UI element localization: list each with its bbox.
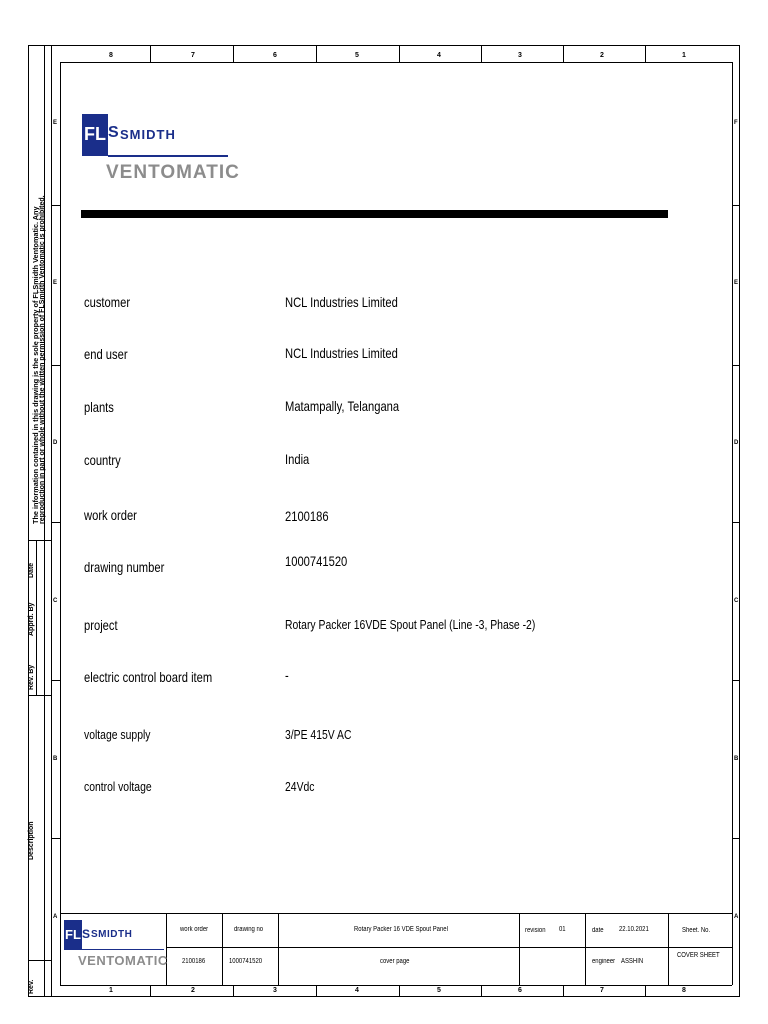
field-value-drawing-number: 1000741520 (285, 553, 348, 569)
row-letter: F (734, 120, 738, 126)
tb-logo-ventomatic: VENTOMATIC (78, 953, 168, 968)
logo-ventomatic: VENTOMATIC (106, 162, 240, 183)
row-letter: A (53, 914, 58, 920)
field-label-work-order: work order (84, 507, 137, 523)
col-number: 5 (355, 52, 359, 59)
col-number: 7 (600, 987, 604, 994)
tb-logo-smidth: SMIDTH (91, 929, 133, 940)
field-value-country: India (285, 451, 310, 467)
field-label-plants: plants (84, 399, 114, 415)
row-letter: B (734, 756, 739, 762)
col-number: 3 (273, 987, 277, 994)
tb-drawing-no-value: 1000741520 (229, 958, 263, 965)
field-label-project: project (84, 617, 118, 633)
col-number: 8 (682, 987, 686, 994)
field-label-end-user: end user (84, 346, 128, 362)
field-label-customer: customer (84, 294, 131, 310)
copyright-line: reproduction in part or whole without the written permission of FLSmidth Ventomatic is prohibited. (39, 195, 46, 524)
rev-date-header: Date (28, 562, 35, 578)
logo-fl-block (82, 114, 108, 156)
tb-work-order-label: work order (180, 926, 209, 933)
tb-engineer-value: ASSHIN (621, 958, 644, 965)
tb-logo-fl-block (64, 920, 82, 950)
col-number: 8 (109, 52, 113, 59)
col-number: 2 (600, 52, 604, 59)
tb-drawing-no-label: drawing no (234, 926, 264, 933)
rev-by-header: Rev. By (28, 664, 35, 690)
logo-rule (108, 155, 228, 157)
field-label-country: country (84, 452, 121, 468)
field-value-customer: NCL Industries Limited (285, 294, 398, 310)
row-letter: C (53, 598, 58, 604)
col-number: 7 (191, 52, 195, 59)
row-letter: E (53, 280, 58, 286)
field-value-plants: Matampally, Telangana (285, 398, 400, 414)
row-letter: B (53, 756, 58, 762)
tb-work-order-value: 2100186 (182, 958, 206, 965)
field-label-control-voltage: control voltage (84, 779, 152, 794)
header-divider-bar (81, 210, 668, 218)
field-value-electric-control-board-item: - (285, 667, 289, 683)
tb-logo-fl-text: FL (65, 927, 81, 942)
tb-date-label: date (592, 927, 604, 934)
col-number: 4 (355, 987, 359, 994)
tb-sheet-no-label: Sheet. No. (682, 927, 711, 934)
field-label-drawing-number: drawing number (84, 559, 165, 575)
tb-sheet-value: COVER SHEET (677, 952, 720, 959)
logo-smidth: SMIDTH (120, 127, 176, 142)
tb-logo-rule (82, 949, 164, 950)
tb-subtitle: cover page (380, 958, 410, 965)
logo-fl-text: FL (84, 124, 106, 144)
col-number: 1 (682, 52, 686, 59)
col-number: 1 (109, 987, 113, 994)
tb-logo-s: S (82, 927, 92, 941)
col-number: 6 (273, 52, 277, 59)
field-value-end-user: NCL Industries Limited (285, 345, 398, 361)
tb-revision-value: 01 (559, 926, 566, 933)
col-number: 2 (191, 987, 195, 994)
rev-header: Rev. (28, 979, 35, 994)
col-number: 6 (518, 987, 522, 994)
tb-revision-label: revision (525, 927, 546, 934)
field-value-project: Rotary Packer 16VDE Spout Panel (Line -3, Phase -2) (285, 617, 536, 632)
field-value-control-voltage: 24Vdc (285, 779, 315, 794)
field-label-voltage-supply: voltage supply (84, 727, 151, 742)
row-letter: D (53, 440, 58, 446)
copyright-line: The information contained in this drawing is the sole property of FLSmidth Ventomatic. Any (31, 206, 40, 524)
row-letter: D (734, 440, 739, 446)
col-number: 5 (437, 987, 441, 994)
rev-description-header: Description (28, 821, 35, 860)
row-letter: E (734, 280, 739, 286)
row-letter: C (734, 598, 739, 604)
tb-title: Rotary Packer 16 VDE Spout Panel (354, 926, 448, 933)
col-number: 4 (437, 52, 441, 59)
field-value-work-order: 2100186 (285, 508, 329, 524)
tb-engineer-label: engineer (592, 958, 616, 965)
field-value-voltage-supply: 3/PE 415V AC (285, 727, 352, 742)
row-letter: A (734, 914, 739, 920)
row-letter: E (53, 120, 58, 126)
field-label-electric-control-board-item: electric control board item (84, 669, 213, 685)
tb-date-value: 22.10.2021 (619, 926, 649, 933)
col-number: 3 (518, 52, 522, 59)
logo-s: S (108, 124, 120, 141)
rev-apprd-by-header: Apprd. By (28, 602, 35, 636)
